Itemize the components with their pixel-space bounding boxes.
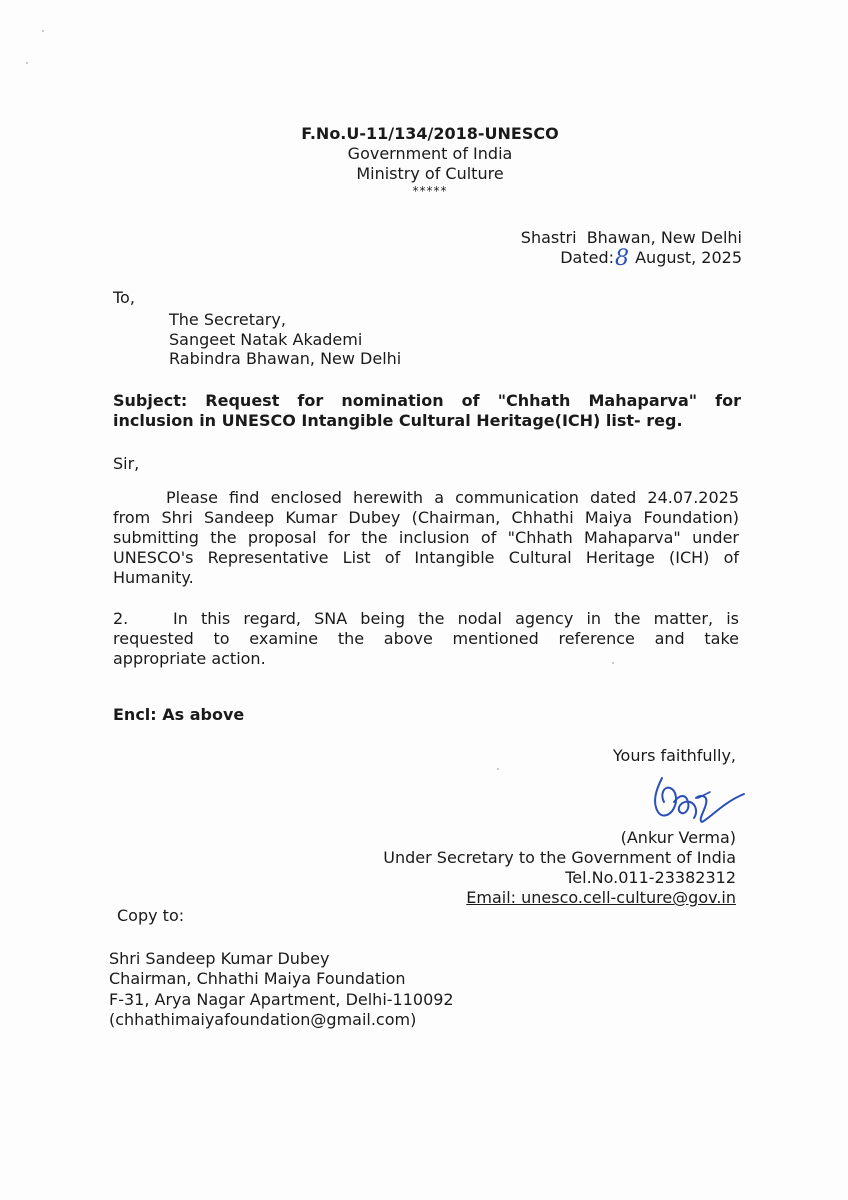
- paragraph-line: from Shri Sandeep Kumar Dubey (Chairman, Chhathi Maiya Foundation): [113, 508, 739, 527]
- place-line: Shastri Bhawan, New Delhi: [520, 228, 742, 247]
- salutation: Sir,: [113, 454, 140, 473]
- handwritten-signature: [640, 772, 760, 832]
- recipient-line: The Secretary,: [169, 310, 286, 329]
- to-label: To,: [113, 288, 135, 307]
- copy-to-email[interactable]: (chhathimaiyafoundation@gmail.com): [109, 1010, 417, 1029]
- recipient-line: Sangeet Natak Akademi: [169, 330, 363, 349]
- signatory-name: (Ankur Verma): [620, 828, 736, 847]
- signatory-designation: Under Secretary to the Government of India: [383, 848, 736, 867]
- recipient-line: Rabindra Bhawan, New Delhi: [169, 349, 402, 368]
- paragraph-line: Please find enclosed herewith a communication dated 24.07.2025: [166, 488, 739, 507]
- paragraph-line: appropriate action.: [113, 649, 266, 668]
- government-line: Government of India: [347, 144, 513, 163]
- copy-to-line: Chairman, Chhathi Maiya Foundation: [109, 969, 406, 988]
- header-stars: *****: [412, 184, 448, 198]
- copy-to-label: Copy to:: [117, 906, 185, 925]
- subject-line: inclusion in UNESCO Intangible Cultural Heritage(ICH) list- reg.: [113, 411, 683, 430]
- signatory-telephone: Tel.No.011-23382312: [565, 868, 736, 887]
- scan-speck: [497, 768, 499, 770]
- signatory-email[interactable]: Email: unesco.cell-culture@gov.in: [466, 888, 736, 907]
- copy-to-line: F-31, Arya Nagar Apartment, Delhi-110092: [109, 990, 454, 1009]
- subject-line: Subject: Request for nomination of "Chhath Mahaparva" for: [113, 391, 741, 410]
- paragraph-line: Humanity.: [113, 568, 194, 587]
- paragraph-line: In this regard, SNA being the nodal agency in the matter, is: [173, 609, 739, 628]
- paragraph-1: [113, 488, 739, 588]
- scan-speck: [26, 62, 28, 64]
- scan-speck: [42, 30, 44, 32]
- closing: Yours faithfully,: [612, 746, 736, 765]
- handwritten-day: 8: [615, 246, 630, 271]
- subject: [113, 391, 741, 431]
- paragraph-line: UNESCO's Representative List of Intangible Cultural Heritage (ICH) of: [113, 548, 739, 567]
- paragraph-line: submitting the proposal for the inclusion of "Chhath Mahaparva" under: [113, 528, 739, 547]
- date-line: [560, 246, 742, 271]
- copy-to-line: Shri Sandeep Kumar Dubey: [109, 949, 330, 968]
- paragraph-line: requested to examine the above mentioned reference and take: [113, 629, 739, 648]
- paragraph-2-number: 2.: [113, 609, 129, 628]
- ministry-line: Ministry of Culture: [356, 164, 504, 183]
- paragraph-2: [113, 609, 739, 669]
- file-number: F.No.U-11/134/2018-UNESCO: [301, 124, 559, 143]
- dated-label: Dated:: [560, 248, 615, 267]
- dated-month-year: August, 2025: [635, 248, 742, 267]
- enclosure-note: Encl: As above: [113, 705, 245, 724]
- letter-header: [230, 124, 630, 198]
